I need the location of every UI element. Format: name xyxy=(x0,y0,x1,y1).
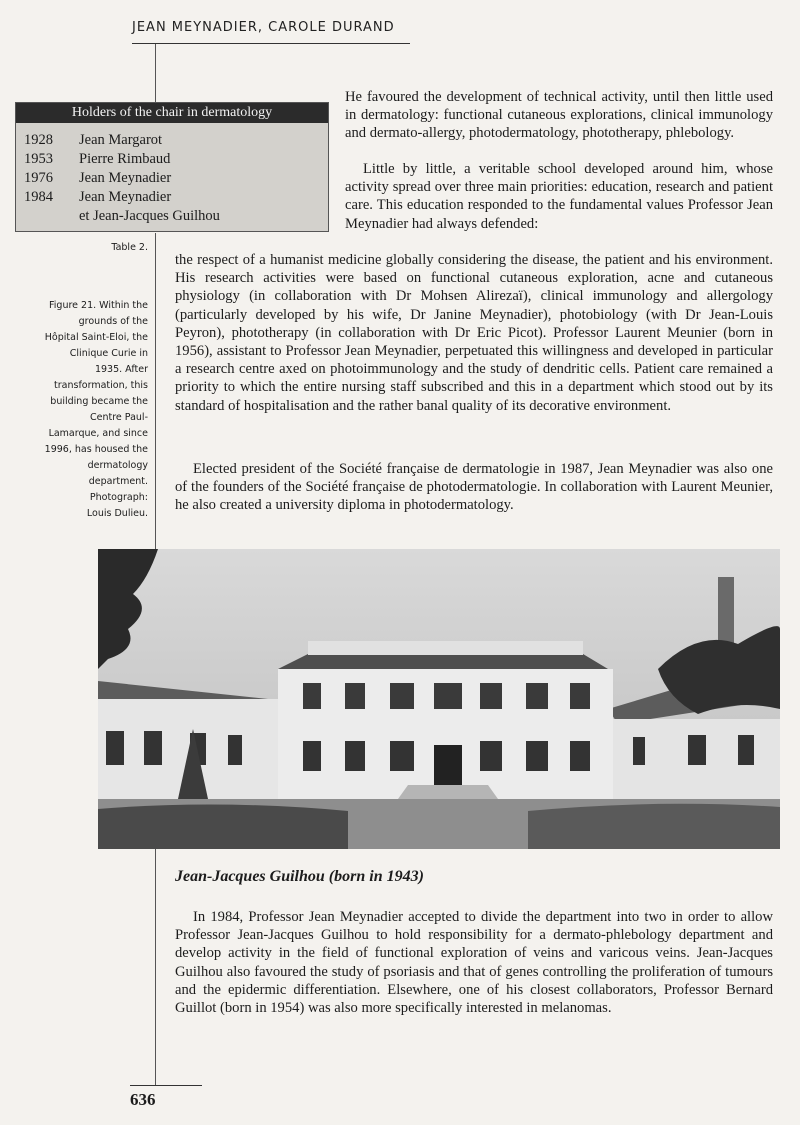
chair-holders-table xyxy=(15,102,329,232)
figure-caption-line: Louis Dulieu. xyxy=(86,508,148,519)
table-holder: Jean Meynadier xyxy=(79,189,172,205)
body-paragraph-school-continued: the respect of a humanist medicine globally considering the disease, the patient and his environment. His research activities were based on functional cutaneous exploration, acne and cutaneous physiology (in collaboration with Dr Mohsen Alirezaï), clinical immunology and allergology (particularly developed by his wife, Dr Janine Meynadier), photobiology (with Dr Jean-Louis Peyron), phototherapy (in collaboration with Dr Eric Picot). Professor Laurent Meunier (born in 1956), assistant to Professor Jean Meynadier, perpetuated this willingness and developed in particular a research centre axed on photoimmunology and the study of dendritic cells. Patient care remained a priority to which the entire nursing staff subscribed and this in a department which stood out by its standard of hospitalisation and the rather banal quality of its decorative environment. xyxy=(175,252,773,414)
table-holder: Jean Margarot xyxy=(79,132,163,148)
table-row xyxy=(24,169,328,188)
table-year xyxy=(24,207,79,226)
table-row xyxy=(24,150,328,169)
figure-caption-line: 1935. After xyxy=(94,364,148,375)
table-row xyxy=(24,188,328,207)
table-year: 1953 xyxy=(24,151,53,167)
margin-rule-middle xyxy=(155,233,156,549)
table-holder: Pierre Rimbaud xyxy=(79,151,171,167)
body-paragraph-school-start: Little by little, a veritable school developed around him, whose activity spread over three main priorities: education, research and patient care. This education responded to the fundamental values Professor Jean Meynadier had always defended: xyxy=(345,161,773,232)
figure-caption xyxy=(15,298,148,522)
figure-caption-line: Photograph: xyxy=(89,492,148,503)
clinique-curie-photograph xyxy=(98,549,780,849)
table-holder: et Jean-Jacques Guilhou xyxy=(79,208,220,224)
figure-caption-line: grounds of the xyxy=(78,316,148,327)
margin-rule-top xyxy=(155,44,156,102)
table-caption: Table 2. xyxy=(111,242,148,253)
figure-caption-line: transformation, this xyxy=(54,380,148,391)
page-number: 636 xyxy=(130,1090,156,1109)
table-body xyxy=(16,123,328,226)
footer-rule xyxy=(130,1085,202,1086)
body-paragraph-technical-activity: He favoured the development of technical activity, until then little used in dermatology: functional cutaneous explorations, clinical immunology and dermato-allergy, photodermatology, phototherapy, phlebology. xyxy=(345,89,773,142)
figure-caption-line: 1996, has housed the xyxy=(44,444,148,455)
table-row xyxy=(24,207,328,226)
table-year: 1984 xyxy=(24,189,53,205)
figure-caption-line: Clinique Curie in xyxy=(69,348,148,359)
body-paragraph-president: Elected president of the Société française de dermatologie in 1987, Jean Meynadier was also one of the founders of the Société française de photodermatologie. In collaboration with Laurent Meunier, he also created a university diploma in photodermatology. xyxy=(175,461,773,514)
table-year: 1976 xyxy=(24,170,53,186)
table-holder: Jean Meynadier xyxy=(79,170,172,186)
table-year: 1928 xyxy=(24,132,53,148)
table-title: Holders of the chair in dermatology xyxy=(16,103,328,123)
header-rule xyxy=(132,43,410,44)
margin-rule-bottom xyxy=(155,846,156,1086)
figure-caption-line: Figure 21. Within the xyxy=(49,300,148,311)
running-header: JEAN MEYNADIER, CAROLE DURAND xyxy=(132,20,395,35)
table-row xyxy=(24,131,328,150)
figure-caption-line: department. xyxy=(88,476,148,487)
figure-caption-line: dermatology xyxy=(87,460,148,471)
figure-caption-line: Hôpital Saint-Eloi, the xyxy=(44,332,148,343)
figure-caption-line: Centre Paul- xyxy=(90,412,148,423)
section-heading: Jean-Jacques Guilhou (born in 1943) xyxy=(175,868,424,885)
figure-caption-line: Lamarque, and since xyxy=(48,428,148,439)
figure-caption-line: building became the xyxy=(50,396,148,407)
body-paragraph-guilhou: In 1984, Professor Jean Meynadier accepted to divide the department into two in order to allow Professor Jean-Jacques Guilhou to hold responsibility for a dermato-phlebology department and develop activity in the field of functional exploration of veins and varicous veins. Jean-Jacques Guilhou also favoured the study of psoriasis and that of genes controlling the proliferation of tumours and the epidermic differentiation. Elsewhere, one of his closest collaborators, Professor Bernard Guillot (born in 1954) was also more specifically interested in melanomas. xyxy=(175,909,773,1017)
